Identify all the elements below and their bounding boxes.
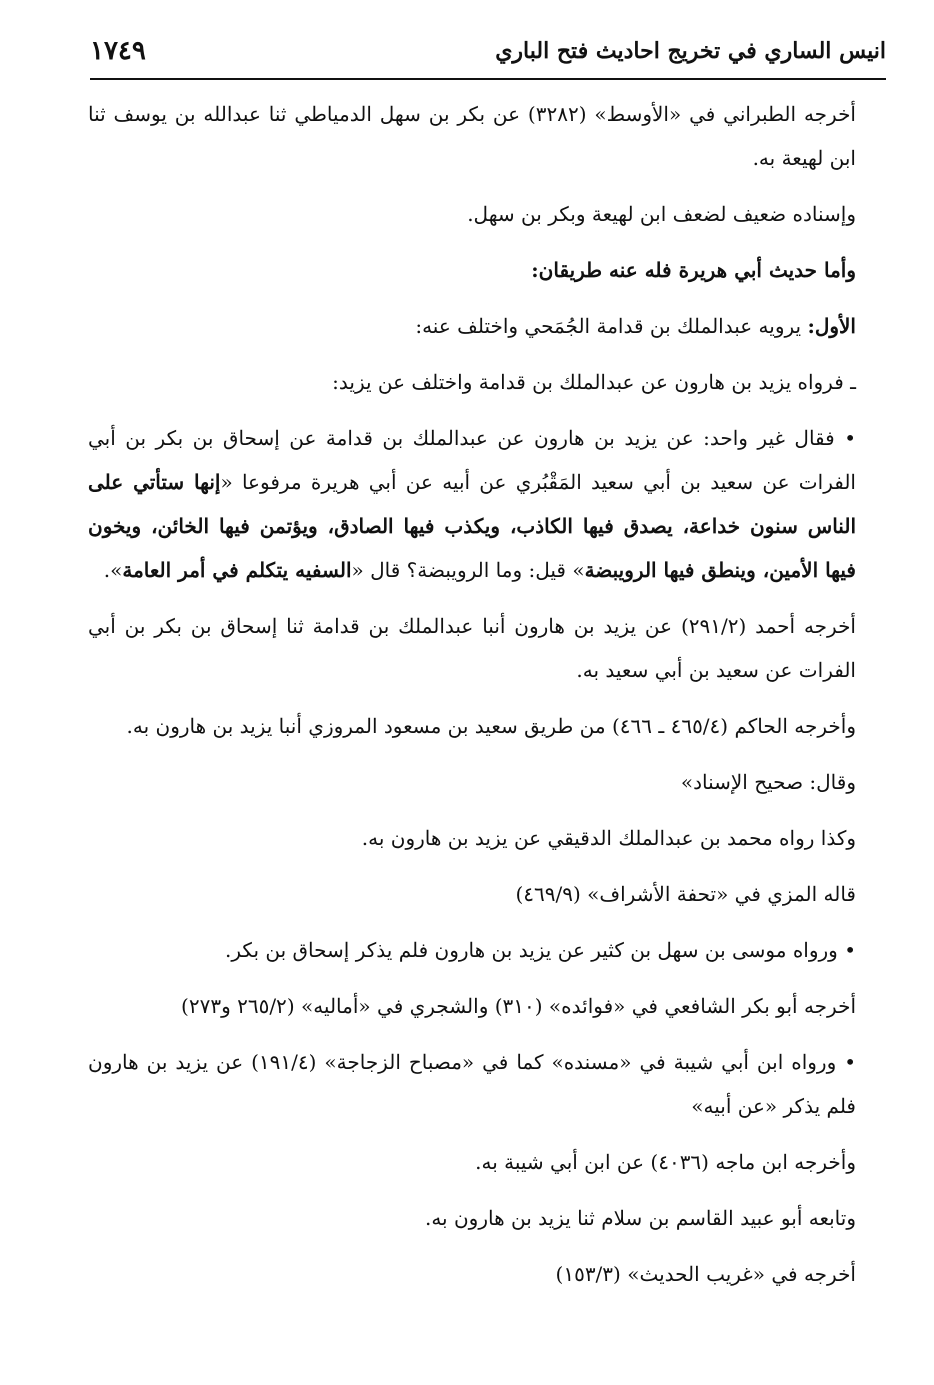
paragraph-1	[88, 92, 886, 180]
paragraph-7	[88, 604, 886, 692]
paragraph-12	[88, 928, 886, 972]
paragraph-13	[88, 984, 886, 1028]
page-header	[90, 28, 886, 80]
paragraph-5	[88, 360, 886, 404]
text-run: • فقال غير واحد: عن يزيد بن هارون عن عبدالملك بن قدامة عن إسحاق بن بكر بن أبي الفرات عن سعيد بن أبي سعيد المَقْبُري عن أبيه عن أبي هريرة مرفوعا «	[88, 426, 856, 494]
paragraph-11	[88, 872, 886, 916]
running-title: انيس الساري في تخريج احاديث فتح الباري	[495, 38, 886, 64]
text-run: يرويه عبدالملك بن قدامة الجُمَحي واختلف عنه:	[415, 314, 808, 338]
text-run: أخرجه في «غريب الحديث» (١٥٣/٣)	[555, 1262, 856, 1286]
paragraph-10	[88, 816, 886, 860]
paragraph-16	[88, 1196, 886, 1240]
paragraph-17	[88, 1252, 886, 1296]
text-run: وكذا رواه محمد بن عبدالملك الدقيقي عن يزيد بن هارون به.	[361, 826, 856, 850]
text-run: ».	[103, 558, 123, 582]
paragraph-3	[88, 248, 886, 292]
text-run: وأخرجه الحاكم (٤٦٥/٤ ـ ٤٦٦) من طريق سعيد بن مسعود المروزي أنبا يزيد بن هارون به.	[126, 714, 856, 738]
paragraph-2	[88, 192, 886, 236]
text-run: أخرجه أحمد (٢٩١/٢) عن يزيد بن هارون أنبا عبدالملك بن قدامة ثنا إسحاق بن بكر بن أبي الفرات عن سعيد بن أبي سعيد به.	[88, 614, 856, 682]
text-run: وأخرجه ابن ماجه (٤٠٣٦) عن ابن أبي شيبة به.	[475, 1150, 856, 1174]
page-body	[88, 92, 886, 1308]
paragraph-9	[88, 760, 886, 804]
text-run: ـ فرواه يزيد بن هارون عن عبدالملك بن قدامة واختلف عن يزيد:	[332, 370, 856, 394]
text-run: وإسناده ضعيف لضعف ابن لهيعة وبكر بن سهل.	[467, 202, 856, 226]
paragraph-4	[88, 304, 886, 348]
bold-text-run: الأول:	[807, 314, 856, 338]
text-run: وتابعه أبو عبيد القاسم بن سلام ثنا يزيد بن هارون به.	[424, 1206, 856, 1230]
text-run: أخرجه الطبراني في «الأوسط» (٣٢٨٢) عن بكر بن سهل الدمياطي ثنا عبدالله بن يوسف ثنا ابن لهيعة به.	[88, 102, 856, 170]
paragraph-6	[88, 416, 886, 592]
text-run: • ورواه ابن أبي شيبة في «مسنده» كما في «مصباح الزجاجة» (١٩١/٤) عن يزيد بن هارون فلم يذكر «عن أبيه»	[88, 1050, 856, 1118]
paragraph-15	[88, 1140, 886, 1184]
text-run: » قيل: وما الرويبضة؟ قال «	[351, 558, 585, 582]
bold-text-run: إنها ستأتي على الناس سنون خداعة، يصدق فيها الكاذب، ويكذب فيها الصادق، ويؤتمن فيها الخائن، ويخون فيها الأمين، وينطق فيها الرويبضة	[88, 470, 856, 582]
text-run: أخرجه أبو بكر الشافعي في «فوائده» (٣١٠) والشجري في «أماليه» (٢٦٥/٢ و٢٧٣)	[181, 994, 856, 1018]
text-run: قاله المزي في «تحفة الأشراف» (٤٦٩/٩)	[515, 882, 856, 906]
paragraph-14	[88, 1040, 886, 1128]
bold-text-run: وأما حديث أبي هريرة فله عنه طريقان:	[531, 258, 856, 282]
paragraph-8	[88, 704, 886, 748]
text-run: • ورواه موسى بن سهل بن كثير عن يزيد بن هارون فلم يذكر إسحاق بن بكر.	[225, 938, 856, 962]
page-number: ١٧٤٩	[90, 36, 146, 66]
bold-text-run: السفيه يتكلم في أمر العامة	[122, 558, 352, 582]
text-run: وقال: صحيح الإسناد»	[680, 770, 856, 794]
